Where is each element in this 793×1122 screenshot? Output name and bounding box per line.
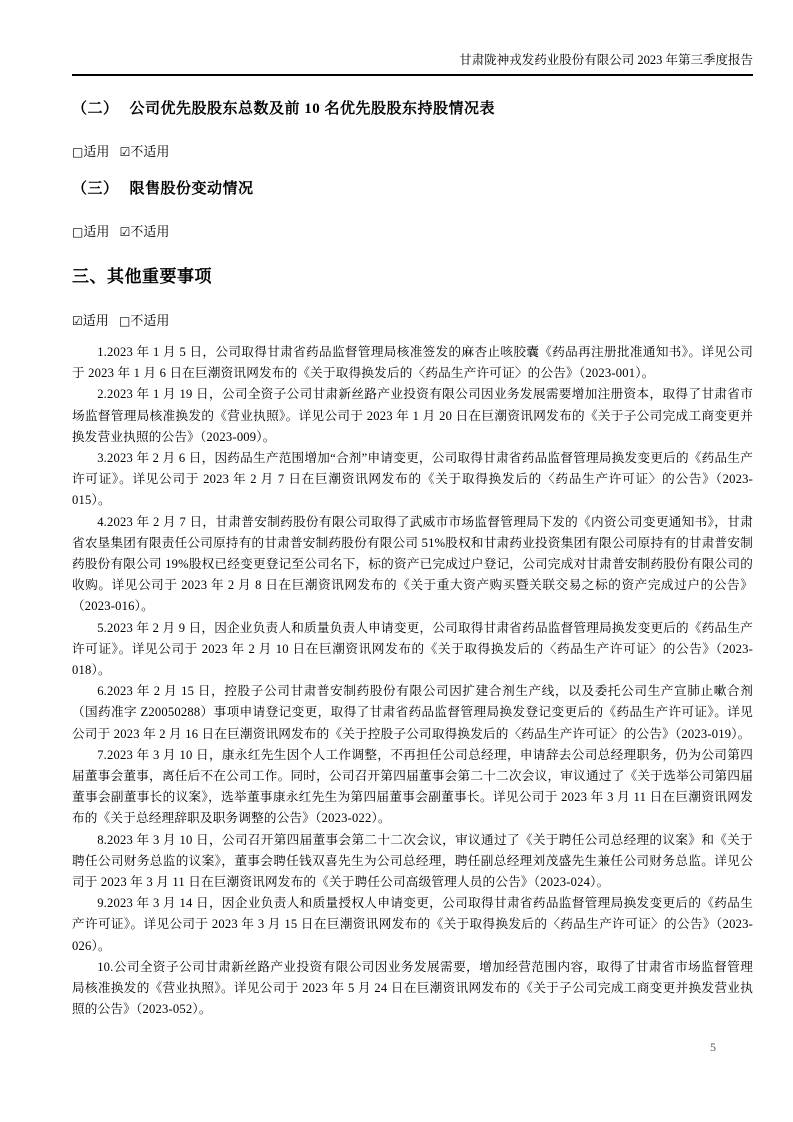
other-matters-applicability [72, 313, 753, 329]
other-matters-body [72, 342, 753, 1021]
other-matters-title: 三、其他重要事项 [72, 267, 212, 286]
paragraph-6: 6.2023 年 2 月 15 日，控股子公司甘肃普安制药股份有限公司因扩建合剂生产线，以及委托公司生产宣肺止嗽合剂（国药准字 Z20050288）事项申请登记变更，取得了甘肃省药品监督管理局换发登记变更后的《药品生产许可证》。详见公司于 2023 年 2 月 16 日在巨潮资讯网发布的《关于控股子公司取得换发后的〈药品生产许可证〉的公告》（2023-019）。 [72, 684, 753, 741]
section-3-heading [72, 180, 753, 198]
section-2-title: 公司优先股股东总数及前 10 名优先股股东持股情况表 [129, 101, 496, 117]
applicable-option [72, 224, 109, 239]
checkbox-checked-icon: ☑ [119, 145, 131, 159]
section-3-title: 限售股份变动情况 [129, 181, 254, 197]
applicable-label: 适用 [83, 224, 110, 239]
section-3-number: （三） [72, 181, 119, 197]
paragraph-8: 8.2023 年 3 月 10 日，公司召开第四届董事会第二十二次会议，审议通过了《关于聘任公司总经理的议案》和《关于聘任公司财务总监的议案》，董事会聘任钱双喜先生为公司总经理，聘任副总经理刘茂盛先生兼任公司财务总监。详见公司于 2023 年 3 月 11 日在巨潮资讯网发布的《关于聘任公司高级管理人员的公告》（2023-024）。 [72, 832, 753, 890]
section-2-heading [72, 100, 753, 118]
report-title: 甘肃陇神戎发药业股份有限公司 2023 年第三季度报告 [459, 53, 753, 67]
paragraph-7: 7.2023 年 3 月 10 日，康永红先生因个人工作调整，不再担任公司总经理，申请辞去公司总经理职务，仍为公司第四届董事会董事，离任后不在公司工作。同时，公司召开第四届董事会第二十二次会议，审议通过了《关于选举公司第四届董事会副董事长的议案》，选举董事康永红先生为第四届董事会副董事长。详见公司于 2023 年 3 月 11 日在巨潮资讯网发布的《关于总经理辞职及职务调整的公告》（2023-022）。 [72, 747, 753, 826]
applicable-label: 适用 [83, 144, 110, 159]
not-applicable-option [119, 313, 169, 328]
not-applicable-option [120, 224, 170, 239]
paragraph-9: 9.2023 年 3 月 14 日，因企业负责人和质量授权人申请变更，公司取得甘肃省药品监督管理局换发变更后的《药品生产许可证》。详见公司于 2023 年 3 月 15 日在巨潮资讯网发布的《关于取得换发后的〈药品生产许可证〉的公告》（2023-026）。 [72, 896, 753, 953]
section-2-applicability [72, 144, 753, 160]
applicable-label: 适用 [82, 313, 109, 328]
page-header [72, 52, 753, 76]
paragraph-4: 4.2023 年 2 月 7 日，甘肃普安制药股份有限公司取得了武威市市场监督管理局下发的《内资公司变更通知书》，甘肃省农垦集团有限责任公司原持有的甘肃普安制药股份有限公司 51%股权和甘肃药业投资集团有限公司原持有的甘肃普安制药股份有限公司 19%股权已经变更登记至公司名下，标的资产已完成过户登记，公司完成对甘肃普安制药股份有限公司的收购。详见公司于 2023 年 2 月 8 日在巨潮资讯网发布的《关于重大资产购买暨关联交易之标的资产完成过户的公告》（2023-016）。 [72, 514, 753, 614]
paragraph-3: 3.2023 年 2 月 6 日，因药品生产范围增加“合剂”申请变更，公司取得甘肃省药品监督管理局换发变更后的《药品生产许可证》。详见公司于 2023 年 2 月 7 日在巨潮资讯网发布的《关于取得换发后的〈药品生产许可证〉的公告》（2023-015）。 [72, 451, 753, 508]
checkbox-unchecked-icon: □ [119, 314, 131, 328]
checkbox-checked-icon: ☑ [119, 225, 131, 239]
paragraph-2: 2.2023 年 1 月 19 日，公司全资子公司甘肃新丝路产业投资有限公司因业务发展需要增加注册资本，取得了甘肃省市场监督管理局核准换发的《营业执照》。详见公司于 2023 年 1 月 20 日在巨潮资讯网发布的《关于子公司完成工商变更并换发营业执照的公告》（2023-009）。 [72, 387, 753, 444]
section-2-number: （二） [72, 101, 119, 117]
not-applicable-label: 不适用 [130, 144, 170, 159]
not-applicable-option [120, 144, 170, 159]
checkbox-unchecked-icon: □ [72, 145, 84, 159]
section-3-applicability [72, 224, 753, 240]
paragraph-5: 5.2023 年 2 月 9 日，因企业负责人和质量负责人申请变更，公司取得甘肃省药品监督管理局换发变更后的《药品生产许可证》。详见公司于 2023 年 2 月 10 日在巨潮资讯网发布的《关于取得换发后的〈药品生产许可证〉的公告》（2023-018）。 [72, 620, 753, 678]
paragraph-10: 10.公司全资子公司甘肃新丝路产业投资有限公司因业务发展需要，增加经营范围内容，取得了甘肃省市场监督管理局核准换发的《营业执照》。详见公司于 2023 年 5 月 24 日在巨潮资讯网发布的《关于子公司完成工商变更并换发营业执照的公告》（2023-052）。 [72, 959, 753, 1017]
applicable-option [72, 313, 109, 328]
paragraph-1: 1.2023 年 1 月 5 日，公司取得甘肃省药品监督管理局核准签发的麻杏止咳胶囊《药品再注册批准通知书》。详见公司于 2023 年 1 月 6 日在巨潮资讯网发布的《关于取得换发后的〈药品生产许可证〉的公告》（2023-001）。 [72, 345, 753, 381]
checkbox-checked-icon: ☑ [72, 314, 83, 328]
other-matters-heading [72, 266, 753, 287]
page-number: 5 [710, 1040, 716, 1054]
not-applicable-label: 不适用 [130, 313, 170, 328]
not-applicable-label: 不适用 [130, 224, 170, 239]
checkbox-unchecked-icon: □ [72, 225, 84, 239]
applicable-option [72, 144, 109, 159]
